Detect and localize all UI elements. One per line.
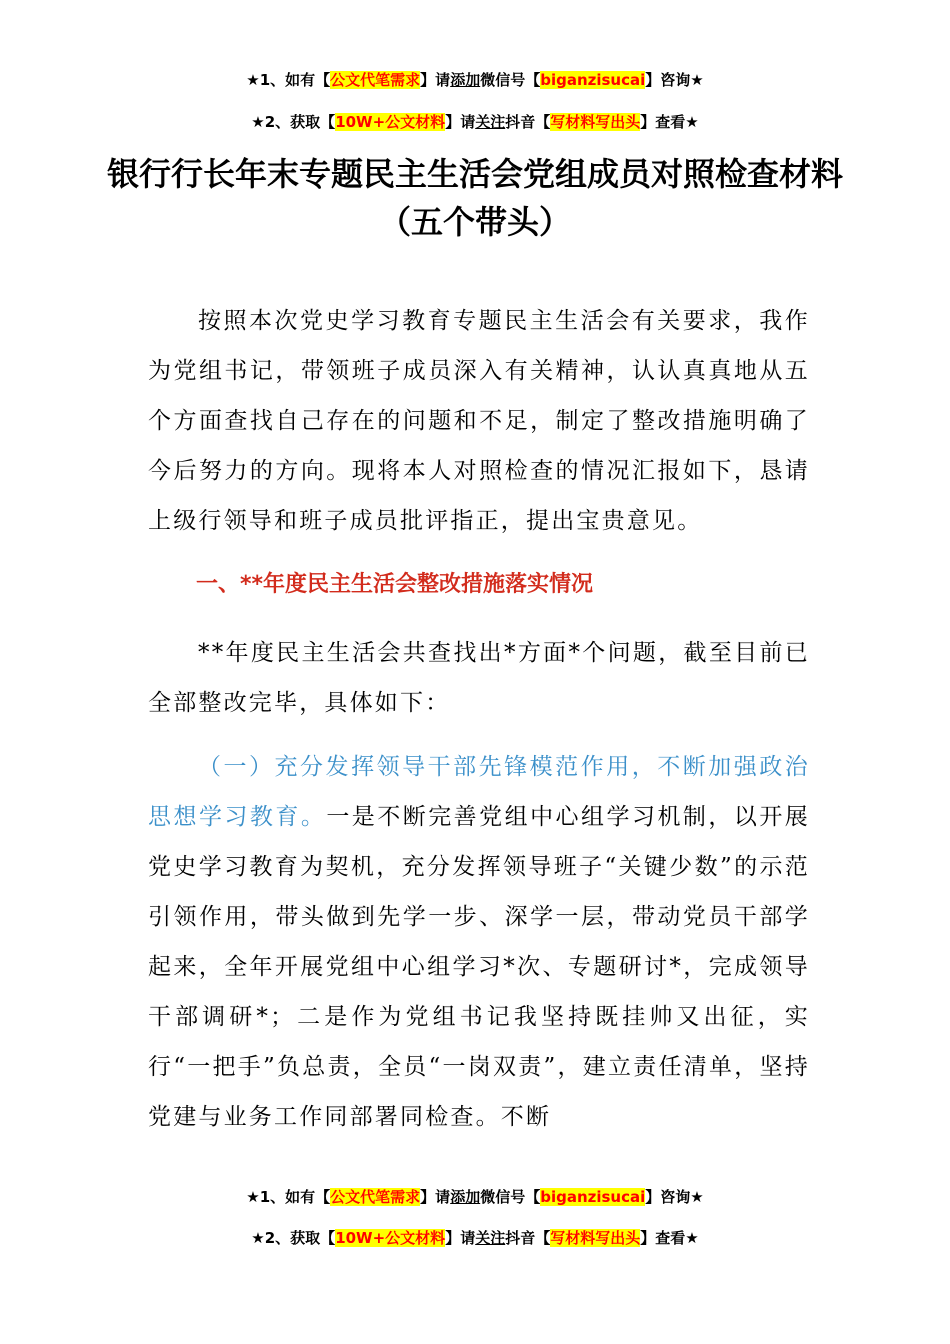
underlined-text: 关注 xyxy=(475,113,506,131)
banner-text: 】请 xyxy=(445,113,476,131)
summary-paragraph: **年度民主生活会共查找出*方面*个问题，截至目前已全部整改完毕，具体如下： xyxy=(148,640,810,716)
banner-text: 】请 xyxy=(420,1188,451,1206)
banner-text: 抖音【 xyxy=(505,1229,551,1247)
highlight-tag: biganzisucai xyxy=(540,1188,646,1206)
banner-text: ★2、获取【 xyxy=(251,1229,336,1247)
banner-text: 】咨询★ xyxy=(645,71,704,89)
banner-text: 】查看★ xyxy=(640,113,699,131)
banner-text: ★2、获取【 xyxy=(251,113,336,131)
underlined-text: 添加 xyxy=(450,1188,481,1206)
highlight-tag: 公文代笔需求 xyxy=(330,71,421,89)
underlined-text: 关注 xyxy=(475,1229,506,1247)
header-banner-line-2 xyxy=(0,112,950,132)
banner-text: 微信号【 xyxy=(480,1188,541,1206)
highlight-tag: biganzisucai xyxy=(540,71,646,89)
item-body: 一是不断完善党组中心组学习机制，以开展党史学习教育为契机，充分发挥领导班子“关键少数”的示范引领作用，带头做到先学一步、深学一层，带动党员干部学起来，全年开展党组中心组学习*次、专题研讨*，完成领导干部调研*；二是作为党组书记我坚持既挂帅又出征，实行“一把手”负总责，全员“一岗双责”，建立责任清单，坚持党建与业务工作同部署同检查。不断 xyxy=(148,804,810,1130)
banner-text: 】请 xyxy=(445,1229,476,1247)
banner-text: 】查看★ xyxy=(640,1229,699,1247)
highlight-tag: 写材料写出头 xyxy=(550,113,641,131)
underlined-text: 添加 xyxy=(450,71,481,89)
banner-text: ★1、如有【 xyxy=(246,1188,331,1206)
highlight-tag: 10W+公文材料 xyxy=(335,1229,446,1247)
highlight-tag: 写材料写出头 xyxy=(550,1229,641,1247)
banner-text: 】咨询★ xyxy=(645,1188,704,1206)
item-paragraph xyxy=(148,742,810,1142)
banner-text: 抖音【 xyxy=(505,113,551,131)
header-banner-line-1 xyxy=(0,70,950,90)
document-title: 银行行长年末专题民主生活会党组成员对照检查材料（五个带头） xyxy=(106,155,843,241)
highlight-tag: 10W+公文材料 xyxy=(335,113,446,131)
banner-text: ★1、如有【 xyxy=(246,71,331,89)
banner-text: 】请 xyxy=(420,71,451,89)
footer-banner-line-2 xyxy=(0,1228,950,1248)
item-lead: （一）充分发挥领导干部先锋模范作用，不断加强政治思想学习教育。 xyxy=(148,754,810,830)
footer-banner-line-1 xyxy=(0,1187,950,1207)
section-heading: 一、**年度民主生活会整改措施落实情况 xyxy=(196,572,594,597)
highlight-tag: 公文代笔需求 xyxy=(330,1188,421,1206)
banner-text: 微信号【 xyxy=(480,71,541,89)
intro-paragraph: 按照本次党史学习教育专题民主生活会有关要求，我作为党组书记，带领班子成员深入有关精神，认认真真地从五个方面查找自己存在的问题和不足，制定了整改措施明确了今后努力的方向。现将本人对照检查的情况汇报如下，恳请上级行领导和班子成员批评指正，提出宝贵意见。 xyxy=(148,308,810,534)
